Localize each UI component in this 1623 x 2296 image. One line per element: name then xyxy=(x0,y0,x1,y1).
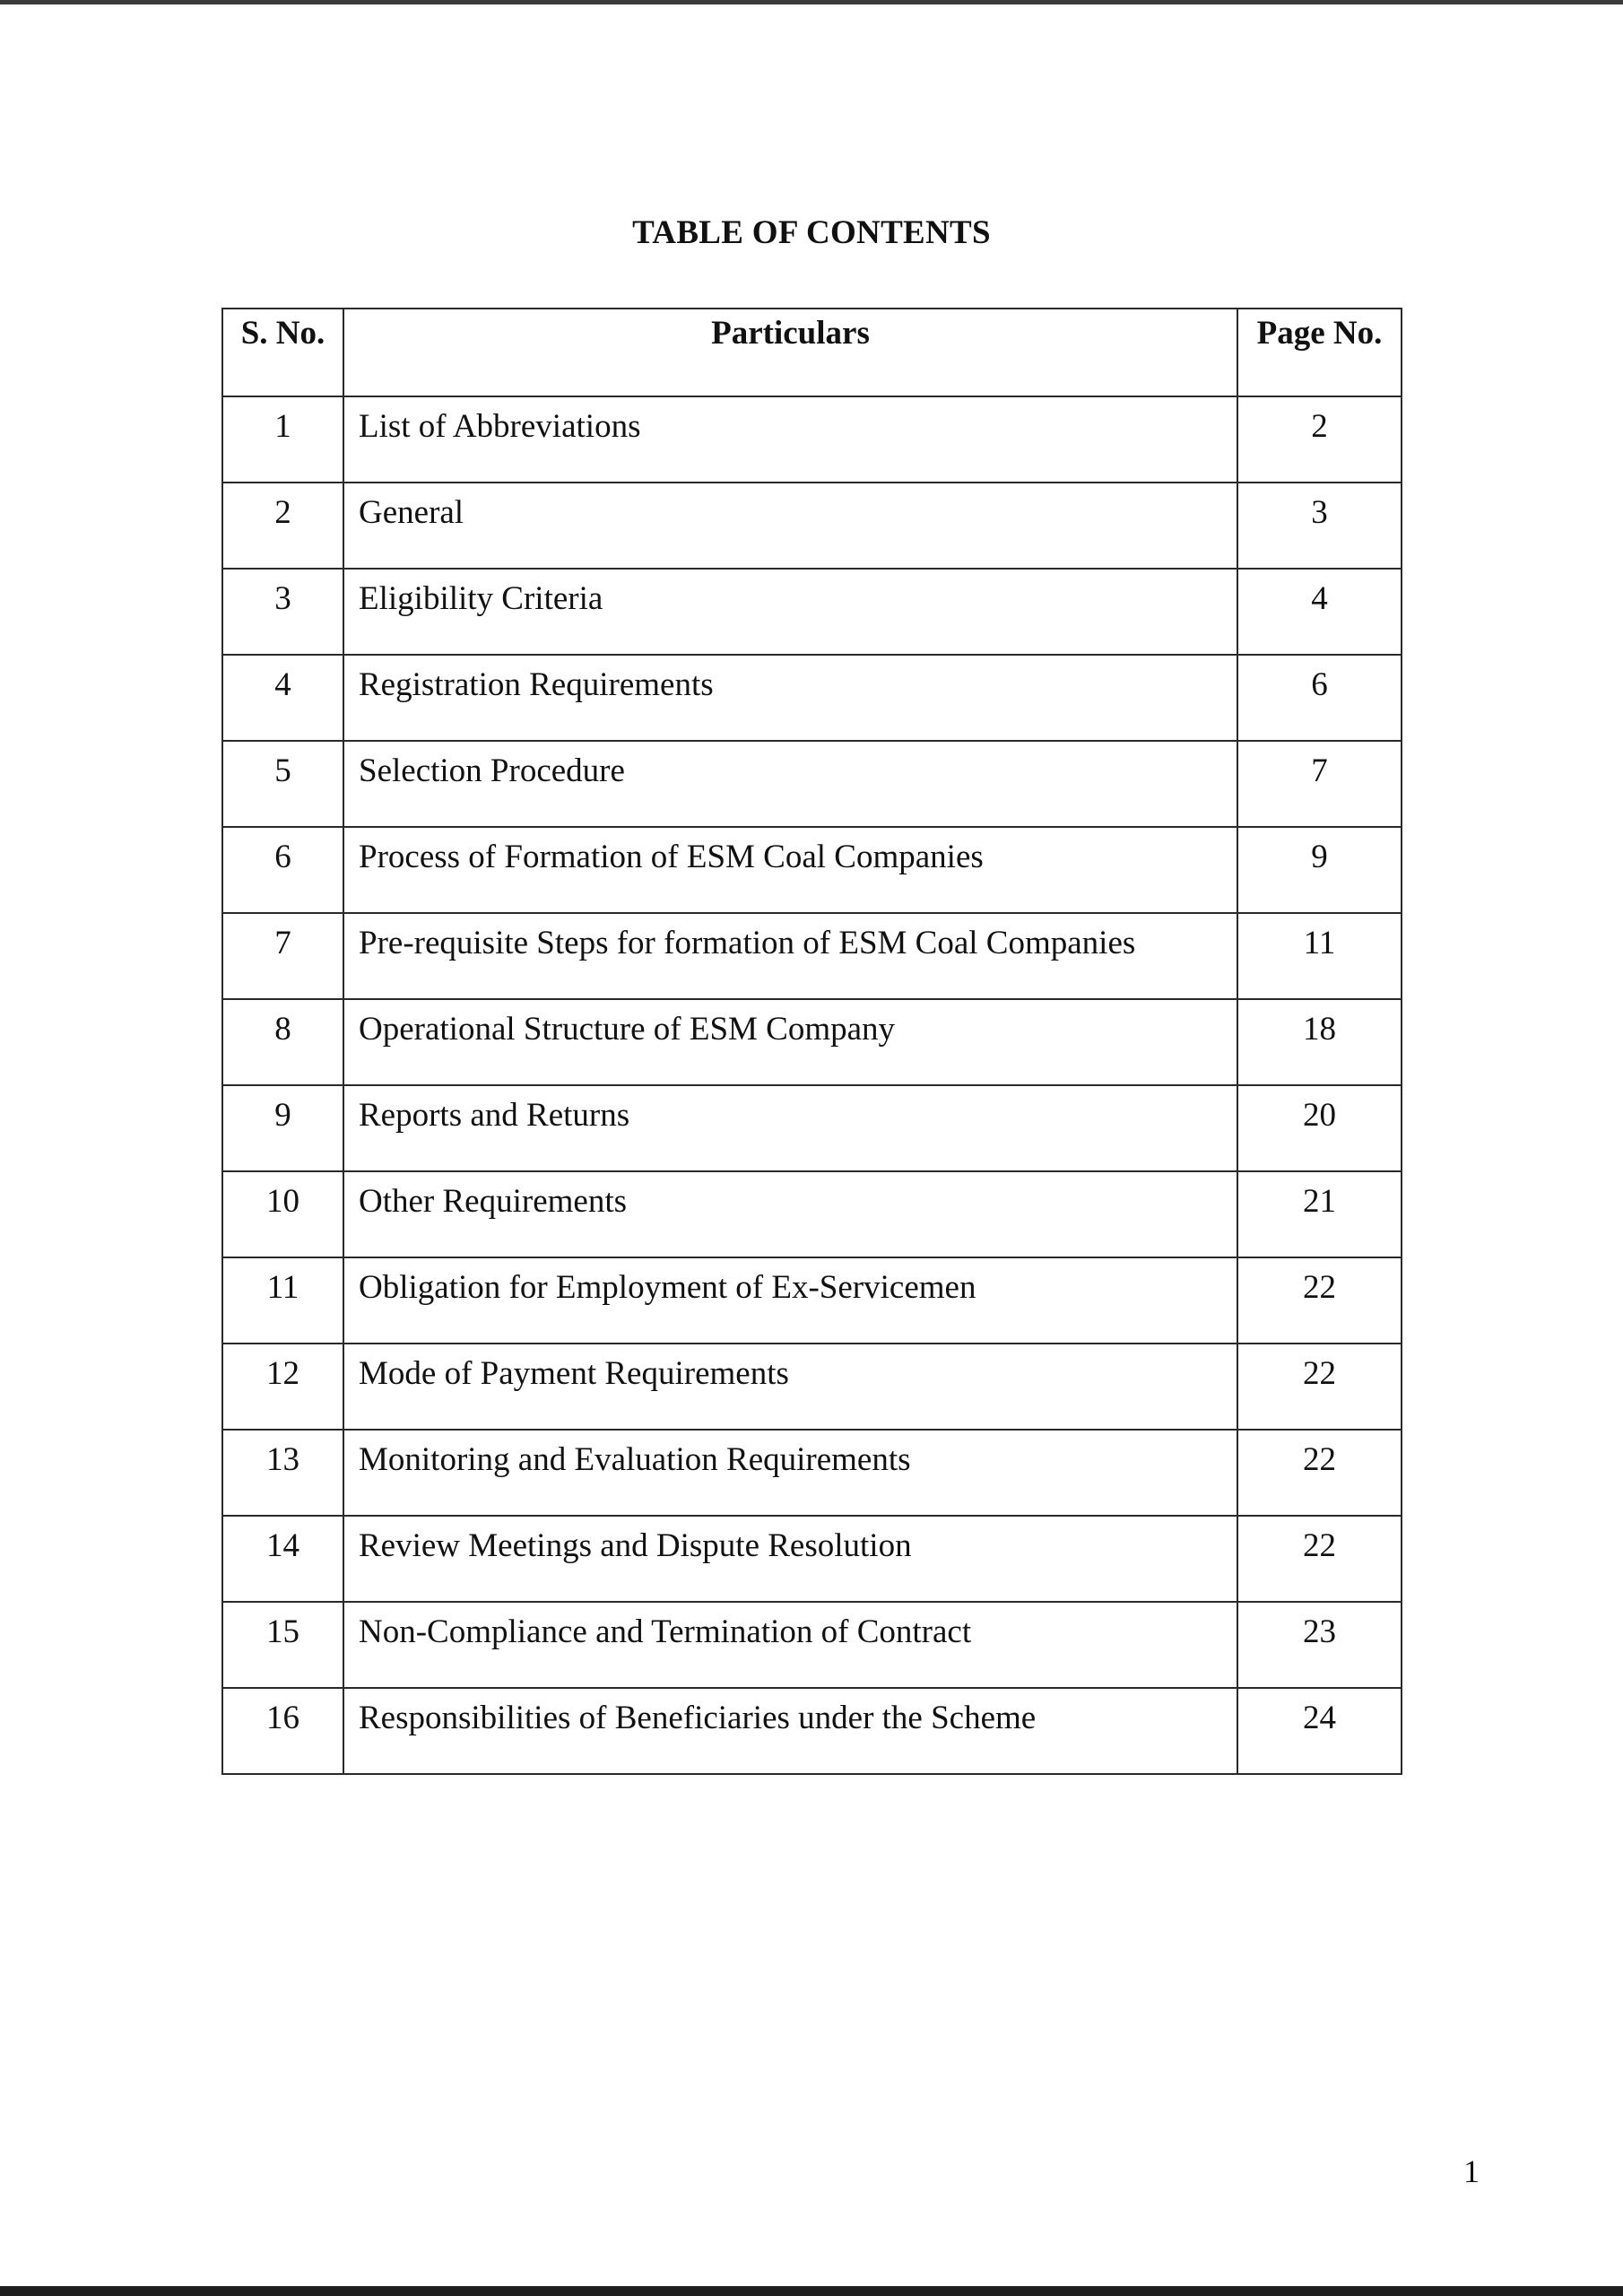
table-row xyxy=(222,999,1402,1085)
row-page: 22 xyxy=(1237,1430,1402,1516)
table-row xyxy=(222,1344,1402,1430)
row-sno: 7 xyxy=(222,913,343,999)
row-sno: 14 xyxy=(222,1516,343,1602)
row-particulars: Selection Procedure xyxy=(343,741,1237,827)
row-particulars: Process of Formation of ESM Coal Companies xyxy=(343,827,1237,913)
row-page: 11 xyxy=(1237,913,1402,999)
row-particulars: Other Requirements xyxy=(343,1171,1237,1257)
table-row xyxy=(222,1257,1402,1344)
row-sno: 10 xyxy=(222,1171,343,1257)
row-sno: 3 xyxy=(222,569,343,655)
row-sno: 5 xyxy=(222,741,343,827)
row-page: 23 xyxy=(1237,1602,1402,1688)
row-particulars: Eligibility Criteria xyxy=(343,569,1237,655)
row-sno: 12 xyxy=(222,1344,343,1430)
row-page: 22 xyxy=(1237,1516,1402,1602)
row-page: 20 xyxy=(1237,1085,1402,1171)
page-title: TABLE OF CONTENTS xyxy=(632,214,991,251)
row-sno: 15 xyxy=(222,1602,343,1688)
row-particulars: Registration Requirements xyxy=(343,655,1237,741)
row-sno: 11 xyxy=(222,1257,343,1344)
table-row xyxy=(222,1516,1402,1602)
row-page: 4 xyxy=(1237,569,1402,655)
row-page: 22 xyxy=(1237,1344,1402,1430)
row-page: 21 xyxy=(1237,1171,1402,1257)
table-row xyxy=(222,827,1402,913)
row-particulars: Mode of Payment Requirements xyxy=(343,1344,1237,1430)
header-page-no: Page No. xyxy=(1237,309,1402,396)
row-sno: 6 xyxy=(222,827,343,913)
table-row xyxy=(222,1602,1402,1688)
row-particulars: Monitoring and Evaluation Requirements xyxy=(343,1430,1237,1516)
row-particulars: List of Abbreviations xyxy=(343,396,1237,483)
row-particulars: Non-Compliance and Termination of Contract xyxy=(343,1602,1237,1688)
table-row xyxy=(222,741,1402,827)
toc-body xyxy=(222,396,1402,1774)
row-particulars: General xyxy=(343,483,1237,569)
top-border xyxy=(0,0,1623,4)
row-sno: 9 xyxy=(222,1085,343,1171)
row-sno: 13 xyxy=(222,1430,343,1516)
table-row xyxy=(222,1171,1402,1257)
row-sno: 16 xyxy=(222,1688,343,1774)
row-page: 18 xyxy=(1237,999,1402,1085)
row-particulars: Obligation for Employment of Ex-Servicemen xyxy=(343,1257,1237,1344)
header-sno: S. No. xyxy=(222,309,343,396)
toc-header-row xyxy=(222,309,1402,396)
header-particulars: Particulars xyxy=(343,309,1237,396)
row-particulars: Operational Structure of ESM Company xyxy=(343,999,1237,1085)
row-sno: 8 xyxy=(222,999,343,1085)
row-sno: 4 xyxy=(222,655,343,741)
row-sno: 1 xyxy=(222,396,343,483)
toc-table xyxy=(221,308,1402,1775)
page-number: 1 xyxy=(1463,2153,1480,2189)
row-page: 22 xyxy=(1237,1257,1402,1344)
row-particulars: Reports and Returns xyxy=(343,1085,1237,1171)
row-page: 24 xyxy=(1237,1688,1402,1774)
row-page: 3 xyxy=(1237,483,1402,569)
row-sno: 2 xyxy=(222,483,343,569)
table-row xyxy=(222,1085,1402,1171)
row-particulars: Pre-requisite Steps for formation of ESM Coal Companies xyxy=(343,913,1237,999)
table-row xyxy=(222,569,1402,655)
row-page: 7 xyxy=(1237,741,1402,827)
row-page: 2 xyxy=(1237,396,1402,483)
table-row xyxy=(222,483,1402,569)
row-particulars: Responsibilities of Beneficiaries under the Scheme xyxy=(343,1688,1237,1774)
row-page: 9 xyxy=(1237,827,1402,913)
table-row xyxy=(222,1688,1402,1774)
table-row xyxy=(222,396,1402,483)
table-row xyxy=(222,913,1402,999)
table-row xyxy=(222,1430,1402,1516)
table-row xyxy=(222,655,1402,741)
row-page: 6 xyxy=(1237,655,1402,741)
bottom-border xyxy=(0,2286,1623,2296)
row-particulars: Review Meetings and Dispute Resolution xyxy=(343,1516,1237,1602)
